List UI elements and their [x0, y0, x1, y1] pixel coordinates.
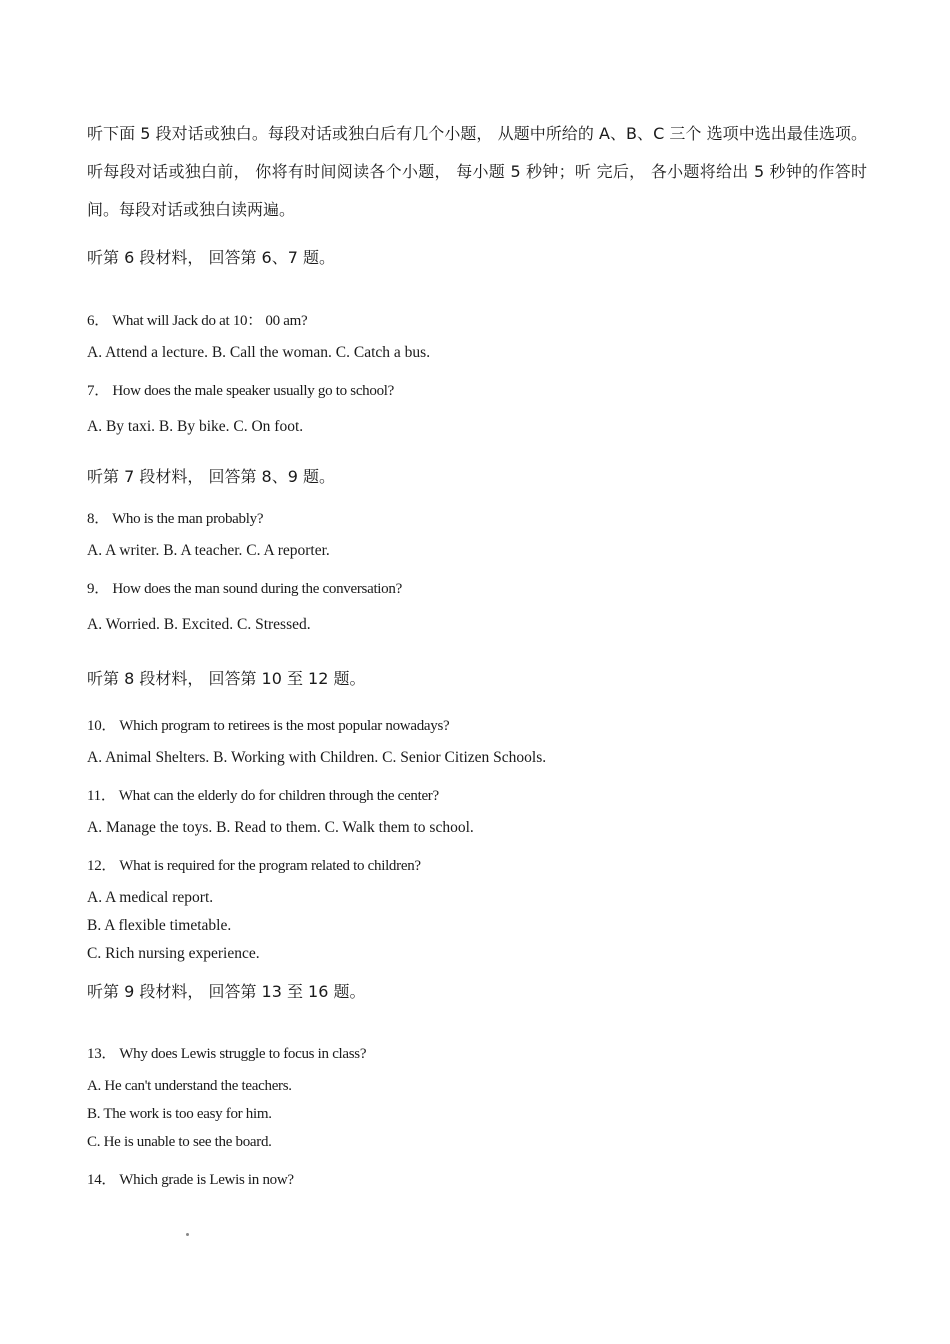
question-11: 11． What can the elderly do for children through the center? — [87, 788, 439, 804]
question-12-option-a: A. A medical report. — [87, 889, 214, 906]
section-heading-6: 听第 6 段材料， 回答第 6、7 题。 — [87, 248, 335, 267]
section-heading-8: 听第 8 段材料， 回答第 10 至 12 题。 — [87, 669, 366, 688]
section-heading-9: 听第 9 段材料， 回答第 13 至 16 题。 — [87, 982, 366, 1001]
question-12-option-c: C. Rich nursing experience. — [87, 945, 260, 962]
question-12: 12． What is required for the program related to children? — [87, 858, 421, 874]
question-7-options: A. By taxi. B. By bike. C. On foot. — [87, 418, 304, 435]
question-12-option-b: B. A flexible timetable. — [87, 917, 232, 934]
question-13: 13． Why does Lewis struggle to focus in class? — [87, 1046, 367, 1062]
question-14: 14． Which grade is Lewis in now? — [87, 1172, 294, 1188]
question-8-options: A. A writer. B. A teacher. C. A reporter. — [87, 542, 330, 559]
question-6: 6． What will Jack do at 10： 00 am? — [87, 313, 308, 329]
question-10-options: A. Animal Shelters. B. Working with Children. C. Senior Citizen Schools. — [87, 749, 547, 766]
question-6-options: A. Attend a lecture. B. Call the woman. C. Catch a bus. — [87, 344, 431, 361]
question-9-options: A. Worried. B. Excited. C. Stressed. — [87, 616, 311, 633]
question-11-options: A. Manage the toys. B. Read to them. C. Walk them to school. — [87, 819, 474, 836]
intro-paragraph: 听下面 5 段对话或独白。每段对话或独白后有几个小题， 从题中所给的 A、B、C 三个 选项中选出最佳选项。听每段对话或独白前， 你将有时间阅读各个小题， 每小题 5 秒钟；听 完后， 各小题将给出 5 秒钟的作答时间。每段对话或独白读两遍。 — [87, 124, 867, 219]
question-7: 7． How does the male speaker usually go to school? — [87, 383, 395, 399]
section-heading-7: 听第 7 段材料， 回答第 8、9 题。 — [87, 467, 335, 486]
question-13-option-b: B. The work is too easy for him. — [87, 1106, 272, 1122]
question-13-option-a: A. He can't understand the teachers. — [87, 1078, 292, 1094]
question-13-option-c: C. He is unable to see the board. — [87, 1134, 272, 1150]
question-8: 8． Who is the man probably? — [87, 511, 264, 527]
footer-dot — [186, 1233, 189, 1236]
question-9: 9． How does the man sound during the conversation? — [87, 581, 402, 597]
question-10: 10． Which program to retirees is the most popular nowadays? — [87, 718, 450, 734]
